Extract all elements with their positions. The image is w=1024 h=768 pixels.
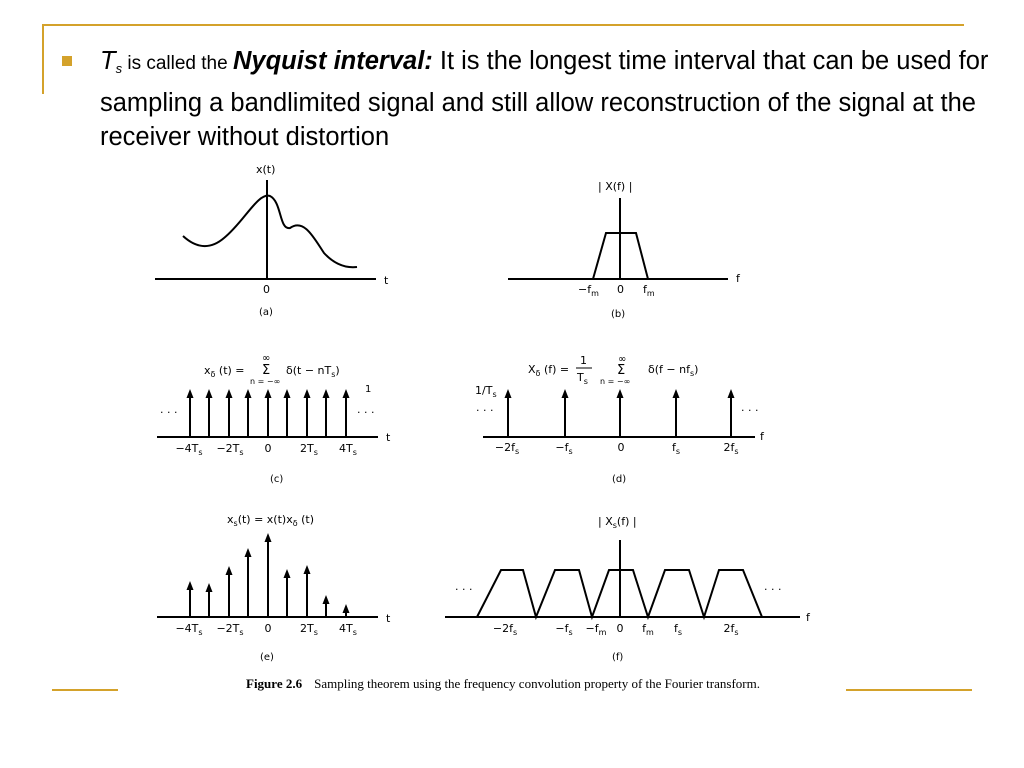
d-tick-3: $f_s$ (671, 441, 681, 456)
c-axis-label: t (386, 431, 391, 444)
d-equation-rhs: $\delta(f - nf_s)$ (648, 363, 699, 378)
c-tick-0: $-4T_s$ (175, 442, 203, 457)
d-impulse-value: $1/T_s$ (475, 384, 497, 399)
d-impulse-4-arrowhead (728, 389, 735, 398)
f-title: | $X_s(f)$ | (598, 515, 637, 530)
nyquist-term: Nyquist interval: (232, 47, 433, 75)
d-impulse-3-arrowhead (673, 389, 680, 398)
e-tick-2: 0 (264, 622, 272, 635)
e-impulse-6-arrowhead (304, 565, 311, 574)
a-signal-curve (183, 196, 357, 268)
d-ellipsis-right: · · · (741, 404, 759, 417)
c-equation-lhs: $x_\delta$ (t) = (204, 364, 245, 379)
b-panel-label: (b) (611, 309, 626, 320)
e-impulse-7-arrowhead (323, 595, 330, 604)
e-tick-0: $-4T_s$ (175, 622, 203, 637)
c-sum-symbol: Σ (262, 363, 271, 378)
e-tick-1: $-2T_s$ (216, 622, 244, 637)
f-tick-5: $f_s$ (673, 622, 683, 637)
d-tick-0: $-2f_s$ (494, 441, 520, 456)
c-tick-1: $-2T_s$ (216, 442, 244, 457)
b-tick-neg: $-f_m$ (578, 283, 599, 298)
f-axis-label: f (806, 611, 810, 624)
a-axis-label: t (384, 274, 389, 287)
a-panel-label: (a) (259, 307, 273, 318)
f-tick-3: 0 (616, 622, 624, 635)
e-tick-4: $4T_s$ (339, 622, 357, 637)
d-sum-top: ∞ (618, 354, 627, 365)
f-tick-0: $-2f_s$ (492, 622, 518, 637)
e-impulse-1-arrowhead (206, 583, 213, 592)
c-impulse-4-arrowhead (265, 389, 272, 398)
caption-text: Sampling theorem using the frequency convolution property of the Fourier transform. (314, 676, 760, 691)
c-impulse-0-arrowhead (187, 389, 194, 398)
c-equation-rhs: $\delta(t - nT_s)$ (286, 364, 340, 379)
c-sum-bottom: n = −∞ (250, 377, 281, 386)
e-impulse-8-arrowhead (343, 604, 350, 613)
c-impulse-5-arrowhead (284, 389, 291, 398)
d-fraction-num: 1 (580, 354, 587, 367)
c-impulse-2-arrowhead (226, 389, 233, 398)
c-tick-2: 0 (264, 442, 272, 455)
e-tick-3: $2T_s$ (300, 622, 318, 637)
b-title: | X(f) | (598, 180, 633, 193)
f-tick-4: $f_m$ (642, 622, 654, 637)
b-tick-pos: $f_m$ (643, 283, 655, 298)
d-fraction-den: $T_s$ (577, 371, 588, 386)
e-impulse-0-arrowhead (187, 581, 194, 590)
phrase-called: is called the (122, 53, 233, 74)
e-impulse-3-arrowhead (245, 548, 252, 557)
f-ellipsis-right: · · · (764, 583, 782, 596)
f-ellipsis-left: · · · (455, 583, 473, 596)
e-impulse-5-arrowhead (284, 569, 291, 578)
c-sum-top: ∞ (262, 353, 271, 364)
c-panel-label: (c) (270, 474, 284, 485)
c-impulse-7-arrowhead (323, 389, 330, 398)
d-panel-label: (d) (612, 474, 627, 485)
b-origin: 0 (617, 283, 624, 296)
c-impulse-6-arrowhead (304, 389, 311, 398)
d-impulse-2-arrowhead (617, 389, 624, 398)
e-impulse-2-arrowhead (226, 566, 233, 575)
f-tick-6: $2f_s$ (723, 622, 739, 637)
caption-label: Figure 2.6 (246, 676, 303, 691)
e-impulse-4-arrowhead (265, 533, 272, 542)
b-axis-label: f (736, 272, 740, 285)
c-impulse-8-arrowhead (343, 389, 350, 398)
a-title: x(t) (256, 163, 276, 176)
f-tick-1: $-f_s$ (555, 622, 573, 637)
c-ellipsis-right: · · · (357, 406, 375, 419)
f-tick-2: $-f_m$ (585, 622, 607, 637)
d-equation-lhs: $X_\delta$ (f) = (528, 363, 570, 378)
d-tick-1: $-f_s$ (555, 441, 573, 456)
c-tick-4: $4T_s$ (339, 442, 357, 457)
d-sum-symbol: Σ (617, 363, 626, 378)
d-sum-bottom: n = −∞ (600, 377, 631, 386)
a-origin: 0 (263, 283, 270, 296)
ts-symbol: $T_s$ (100, 47, 123, 76)
d-axis-label: f (760, 430, 764, 443)
figure-strokes (155, 180, 800, 617)
c-impulse-value: 1 (365, 384, 372, 395)
c-impulse-1-arrowhead (206, 389, 213, 398)
d-impulse-1-arrowhead (562, 389, 569, 398)
bullet-rest: It is the longest time interval that can be used for sampling a bandlimited signal and still allow reconstruction of the signal at the receiver without distortion (100, 47, 989, 151)
c-impulse-3-arrowhead (245, 389, 252, 398)
d-ellipsis-left: · · · (476, 404, 494, 417)
d-tick-2: 0 (617, 441, 625, 454)
f-panel-label: (f) (612, 652, 624, 663)
e-panel-label: (e) (260, 652, 274, 663)
c-ellipsis-left: · · · (160, 406, 178, 419)
d-tick-4: $2f_s$ (723, 441, 739, 456)
d-impulse-0-arrowhead (505, 389, 512, 398)
e-equation: $x_s(t) = x(t)x_\delta$ (t) (227, 513, 315, 528)
c-tick-3: $2T_s$ (300, 442, 318, 457)
figure-caption (246, 676, 806, 691)
e-axis-label: t (386, 612, 391, 625)
